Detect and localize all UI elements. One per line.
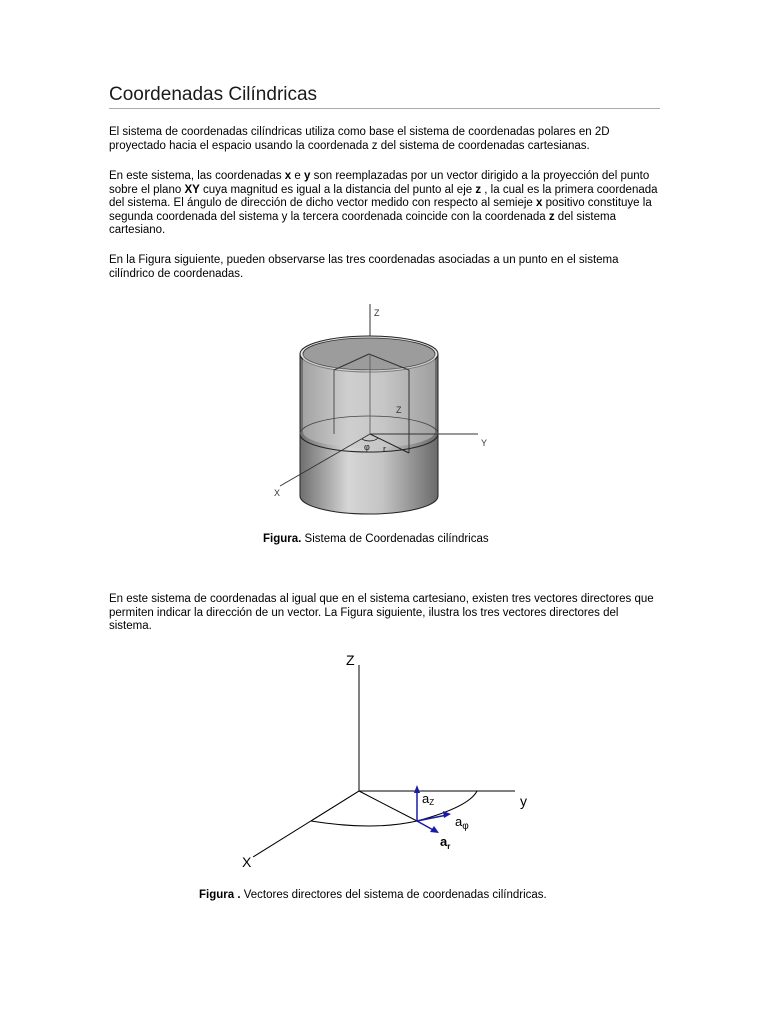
ar-label: $a_r$ (440, 834, 451, 851)
figure-unit-vectors-diagram (233, 645, 537, 873)
figure2-caption: Figura . Vectores directores del sistema de coordenadas cilíndricas. (199, 889, 547, 901)
paragraph-vectors: En este sistema de coordenadas al igual que en el sistema cartesiano, existen tres vectores directores que permiten indicar la dirección de un vector. La Figura siguiente, ilustra los tres vectores directores del sistema. (109, 593, 654, 632)
y-axis-label: Y (481, 438, 488, 448)
paragraph-coordinates: En este sistema, las coordenadas x e y son reemplazadas por un vector dirigido a la proyección del punto sobre el plano XY cuya magnitud es igual a la distancia del punto al eje z , la cual es la primera coordenada del sistema. El ángulo de dirección de dicho vector medido con respecto al semieje x positivo constituye la segunda coordenada del sistema y la tercera coordenada coincide con la coordenada z del sistema cartesiano. (109, 170, 658, 236)
title-divider (109, 108, 660, 109)
figure1-caption: Figura. Sistema de Coordenadas cilíndricas (263, 533, 489, 545)
z-axis-label: Z (374, 308, 380, 318)
r-label: r (383, 444, 386, 454)
page-title: Coordenadas Cilíndricas (109, 84, 318, 105)
paragraph-intro: El sistema de coordenadas cilíndricas utiliza como base el sistema de coordenadas polares en 2D proyectado hacia el espacio usando la coordenada z del sistema de coordenadas cartesianas. (109, 126, 610, 152)
figure-cylinder-diagram (270, 296, 496, 516)
az-label: aZ (422, 791, 435, 807)
z-height-label: Z (396, 405, 402, 415)
x-axis-label: X (242, 854, 252, 870)
aphi-label: $a_\varphi$ (455, 814, 469, 832)
y-axis-label: y (520, 793, 527, 809)
paragraph-figure-intro: En la Figura siguiente, pueden observarse las tres coordenadas asociadas a un punto en el sistema cilíndrico de coordenadas. (109, 254, 619, 280)
z-axis-label: Z (346, 652, 355, 668)
x-axis-label: X (274, 488, 281, 498)
phi-label: φ (364, 442, 370, 452)
